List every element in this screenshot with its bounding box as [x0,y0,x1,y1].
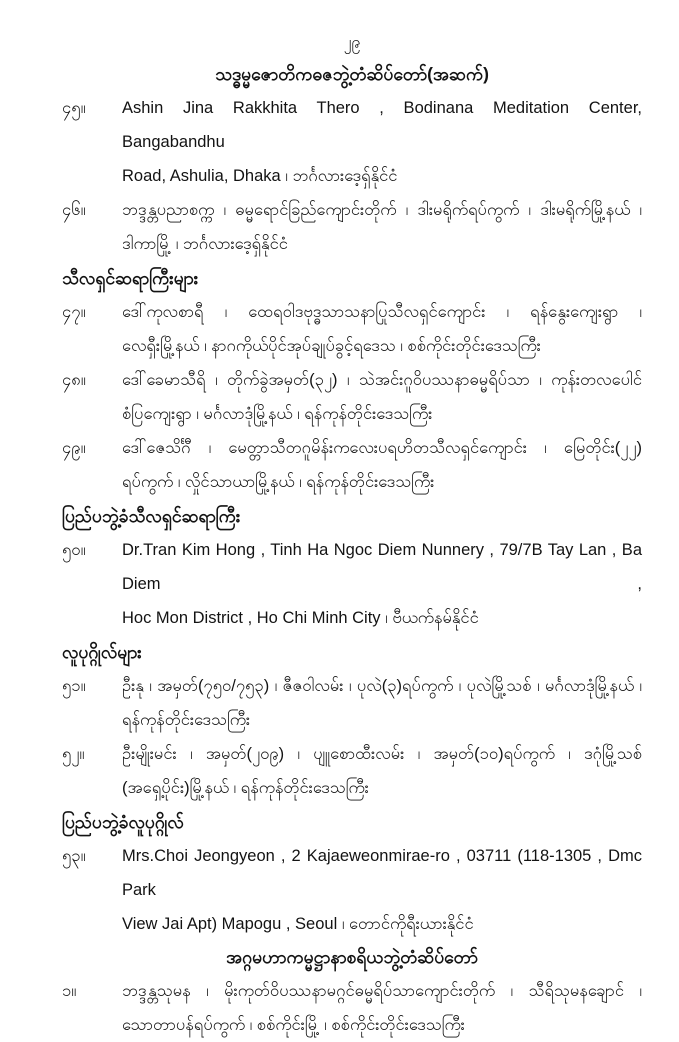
entry-text-line: Mrs.Choi Jeongyeon , 2 Kajaeweonmirae-ro , 03711 (118-1305 , Dmc Park [122,847,642,899]
list-entry-51 [62,669,642,737]
entry-text-line: ဒါကာမြို့ ၊ ဘင်္ဂလားဒေ့ရှ်နိုင်ငံ [122,235,288,253]
section-heading-foreign-lay-person: ပြည်ပဘွဲ့ခံလူပုဂ္ဂိုလ် [62,812,184,832]
entry-number: ၄၈။ [62,371,86,389]
entry-text-line: ဘဒ္ဒန္တသုမန ၊ မိုးကုတ်ဝိပဿနာမဂ္ဂင်ဓမ္မရိပ်သာကျောင်းတိုက် ၊ သီရိသုမနချောင် ၊ [122,982,642,1000]
list-entry-1 [62,974,642,1042]
entry-number: ၅၁။ [62,677,86,695]
entry-text-line: ရပ်ကွက် ၊ လှိုင်သာယာမြို့နယ် ၊ ရန်ကုန်တိုင်းဒေသကြီး [122,473,435,491]
entry-number: ၅၀။ [62,541,86,559]
entry-text [122,91,642,193]
entry-text-line: Dr.Tran Kim Hong , Tinh Ha Ngoc Diem Nunnery , 79/7B Tay Lan , Ba Diem , [122,541,642,593]
entry-text-line: View Jai Apt) Mapogu , Seoul ၊ တောင်ကိုရီးယားနိုင်ငံ [122,915,474,933]
section-heading-lay-persons: လူပုဂ္ဂိုလ်များ [62,642,142,662]
entry-text [122,193,642,261]
main-title-heading: သဒ္ဓမ္မဇောတိကဓဇဘွဲ့တံဆိပ်တော်(အဆက်) [215,64,489,84]
list-entry-46 [62,193,642,261]
entry-number: ၄၇။ [62,303,86,321]
list-entry-45 [62,91,642,193]
entry-text-line: (အရှေ့ပိုင်း)မြို့နယ် ၊ ရန်ကုန်တိုင်းဒေသကြီး [122,779,369,797]
list-entry-50 [62,533,642,635]
entry-text [122,737,642,805]
entry-number: ၅၃။ [62,847,86,865]
entry-text [122,363,642,431]
entry-text-line: ဘဒ္ဒန္တပညာစက္က ၊ ဓမ္မရောင်ခြည်ကျောင်းတိုက် ၊ ဒါးမရိုက်ရပ်ကွက် ၊ ဒါးမရိုက်မြို့နယ် ၊ [122,201,642,219]
entry-text [122,431,642,499]
list-entry-47 [62,295,642,363]
list-entry-52 [62,737,642,805]
list-entry-53 [62,839,642,941]
entry-text-line: Ashin Jina Rakkhita Thero , Bodinana Meditation Center, Bangabandhu [122,99,642,151]
entry-text [122,974,642,1042]
entry-text-line: ဦးနု ၊ အမှတ်(၇၅၀/၇၅၃) ၊ ဇီဇဝါလမ်း ၊ ပုလဲ(၃)ရပ်ကွက် ၊ ပုလဲမြို့သစ် ၊ မင်္ဂလာဒုံမြို့နယ် ၊ [122,677,642,695]
list-entry-48 [62,363,642,431]
entry-text-line: Hoc Mon District , Ho Chi Minh City ၊ ဗီယက်နမ်နိုင်ငံ [122,609,479,627]
entry-text-line: စံပြကျေးရွာ ၊ မင်္ဂလာဒုံမြို့နယ် ၊ ရန်ကုန်တိုင်းဒေသကြီး [122,405,433,423]
entry-text-line: Road, Ashulia, Dhaka ၊ ဘင်္ဂလားဒေ့ရှ်နိုင်ငံ [122,167,398,185]
second-title-heading: အဂ္ဂမဟာကမ္မဋ္ဌာနာစရိယဘွဲ့တံဆိပ်တော် [226,947,478,967]
entry-number: ၅၂။ [62,745,85,763]
list-entry-49 [62,431,642,499]
entry-number: ၁။ [62,982,77,1000]
section-heading-foreign-nun-teacher: ပြည်ပဘွဲ့ခံသီလရှင်ဆရာကြီး [62,506,241,526]
entry-text [122,839,642,941]
section-heading-nun-teachers: သီလရှင်ဆရာကြီးများ [62,268,199,288]
entry-text-line: ဦးမျိုးမင်း ၊ အမှတ်(၂၀၉) ၊ ပျူစောထီးလမ်း ၊ အမှတ်(၁၀)ရပ်ကွက် ၊ ဒဂုံမြို့သစ် [122,745,642,763]
entry-text [122,295,642,363]
page-number: ၂၉ [343,34,361,51]
entry-text-line: ဒေါ်ကုလစာရီ ၊ ထေရဝါဒဗုဒ္ဓသာသနာပြုသီလရှင်ကျောင်း ၊ ရန်နွေးကျေးရွာ ၊ [122,303,642,321]
entry-text-line: ရန်ကုန်တိုင်းဒေသကြီး [122,711,251,729]
entry-number: ၄၅။ [62,99,86,117]
entry-text [122,669,642,737]
entry-text [122,533,642,635]
entry-text-line: ဒေါ်ဇေသိင်္ဂီ ၊ မေတ္တာသီတဂူမိန်းကလေးပရဟိတသီလရှင်ကျောင်း ၊ မြေတိုင်း(၂၂) [122,439,642,457]
entry-text-line: ဒေါ်ခေမာသီရိ ၊ တိုက်ခွဲအမှတ်(၃၂) ၊ သဲအင်းဂူဝိပဿနာဓမ္မရိပ်သာ ၊ ကုန်းတလပေါင် [122,371,642,389]
entry-number: ၄၉။ [62,439,86,457]
entry-number: ၄၆။ [62,201,86,219]
entry-text-line: သောတာပန်ရပ်ကွက် ၊ စစ်ကိုင်းမြို့ ၊ စစ်ကိုင်းတိုင်းဒေသကြီး [122,1016,465,1034]
entry-text-line: လေရှီးမြို့နယ် ၊ နာဂကိုယ်ပိုင်အုပ်ချုပ်ခွင့်ရဒေသ ၊ စစ်ကိုင်းတိုင်းဒေသကြီး [122,337,541,355]
